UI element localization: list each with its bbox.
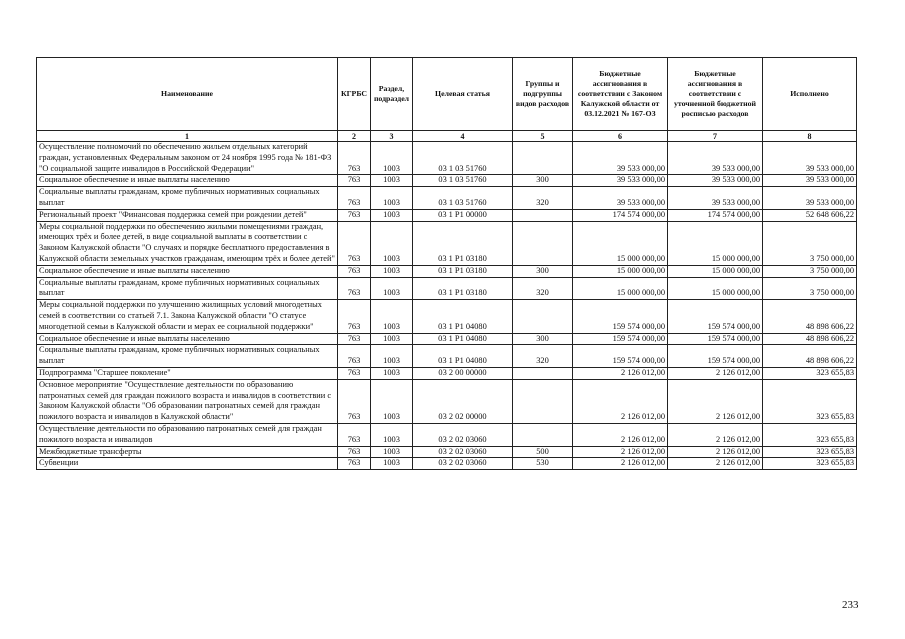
cell-law-allocation: 159 574 000,00 bbox=[573, 300, 668, 333]
cell-section: 1003 bbox=[371, 345, 413, 368]
cell-section: 1003 bbox=[371, 187, 413, 210]
table-row bbox=[37, 423, 857, 446]
table-row bbox=[37, 187, 857, 210]
column-number: 5 bbox=[513, 131, 573, 142]
cell-expense-group bbox=[513, 423, 573, 446]
table-body bbox=[37, 142, 857, 470]
cell-target-item: 03 2 02 03060 bbox=[413, 458, 513, 470]
cell-section: 1003 bbox=[371, 446, 413, 458]
cell-executed: 48 898 606,22 bbox=[763, 300, 857, 333]
cell-target-item: 03 1 P1 00000 bbox=[413, 209, 513, 221]
cell-law-allocation: 2 126 012,00 bbox=[573, 379, 668, 423]
cell-name: Региональный проект "Финансовая поддержка семей при рождении детей" bbox=[37, 209, 338, 221]
page-number: 233 bbox=[842, 599, 859, 611]
cell-kgrbs: 763 bbox=[338, 300, 371, 333]
table-row bbox=[37, 142, 857, 175]
cell-refined-allocation: 2 126 012,00 bbox=[668, 367, 763, 379]
cell-target-item: 03 2 02 03060 bbox=[413, 446, 513, 458]
cell-name: Субвенции bbox=[37, 458, 338, 470]
cell-section: 1003 bbox=[371, 142, 413, 175]
cell-kgrbs: 763 bbox=[338, 221, 371, 265]
cell-law-allocation: 2 126 012,00 bbox=[573, 423, 668, 446]
cell-target-item: 03 1 03 51760 bbox=[413, 187, 513, 210]
header-law-allocations: Бюджетные ассигнования в соответствии с Законом Калужской области от 03.12.2021 № 167-ОЗ bbox=[573, 58, 668, 131]
cell-executed: 39 533 000,00 bbox=[763, 187, 857, 210]
cell-executed: 48 898 606,22 bbox=[763, 345, 857, 368]
cell-kgrbs: 763 bbox=[338, 142, 371, 175]
cell-expense-group: 320 bbox=[513, 345, 573, 368]
cell-expense-group: 320 bbox=[513, 187, 573, 210]
cell-expense-group: 320 bbox=[513, 277, 573, 300]
cell-expense-group: 300 bbox=[513, 265, 573, 277]
column-number: 7 bbox=[668, 131, 763, 142]
column-number: 2 bbox=[338, 131, 371, 142]
cell-law-allocation: 174 574 000,00 bbox=[573, 209, 668, 221]
column-number: 3 bbox=[371, 131, 413, 142]
cell-expense-group bbox=[513, 221, 573, 265]
cell-law-allocation: 2 126 012,00 bbox=[573, 458, 668, 470]
cell-kgrbs: 763 bbox=[338, 209, 371, 221]
cell-refined-allocation: 159 574 000,00 bbox=[668, 333, 763, 345]
header-section: Раздел, подраздел bbox=[371, 58, 413, 131]
table-row bbox=[37, 300, 857, 333]
cell-kgrbs: 763 bbox=[338, 345, 371, 368]
cell-law-allocation: 159 574 000,00 bbox=[573, 345, 668, 368]
column-number: 8 bbox=[763, 131, 857, 142]
header-executed: Исполнено bbox=[763, 58, 857, 131]
cell-refined-allocation: 2 126 012,00 bbox=[668, 423, 763, 446]
cell-expense-group: 530 bbox=[513, 458, 573, 470]
cell-name: Основное мероприятие "Осуществление деятельности по образованию патронатных семей для граждан пожилого возраста и инвалидов в соответствии с Законом Калужской области "Об образовании патронатных семей для граждан пожилого возраста и инвалидов в Калужской области" bbox=[37, 379, 338, 423]
header-row bbox=[37, 58, 857, 131]
cell-executed: 48 898 606,22 bbox=[763, 333, 857, 345]
table-row bbox=[37, 367, 857, 379]
table-row bbox=[37, 221, 857, 265]
cell-law-allocation: 15 000 000,00 bbox=[573, 265, 668, 277]
table-row bbox=[37, 345, 857, 368]
cell-target-item: 03 1 03 51760 bbox=[413, 142, 513, 175]
cell-kgrbs: 763 bbox=[338, 446, 371, 458]
budget-table bbox=[36, 57, 857, 470]
cell-section: 1003 bbox=[371, 265, 413, 277]
cell-section: 1003 bbox=[371, 175, 413, 187]
cell-executed: 39 533 000,00 bbox=[763, 142, 857, 175]
cell-kgrbs: 763 bbox=[338, 423, 371, 446]
cell-executed: 3 750 000,00 bbox=[763, 277, 857, 300]
cell-target-item: 03 2 02 03060 bbox=[413, 423, 513, 446]
cell-kgrbs: 763 bbox=[338, 379, 371, 423]
cell-expense-group bbox=[513, 300, 573, 333]
cell-refined-allocation: 39 533 000,00 bbox=[668, 175, 763, 187]
cell-name: Меры социальной поддержки по обеспечению жилыми помещениями граждан, имеющих трёх и более детей, в виде социальной выплаты в соответствии с Законом Калужской области "О случаях и порядке бесплатного предоставления в Калужской области земельных участков гражданам, имеющим трёх и более детей" bbox=[37, 221, 338, 265]
cell-target-item: 03 1 P1 03180 bbox=[413, 277, 513, 300]
table-row bbox=[37, 333, 857, 345]
cell-law-allocation: 159 574 000,00 bbox=[573, 333, 668, 345]
cell-refined-allocation: 15 000 000,00 bbox=[668, 221, 763, 265]
cell-executed: 52 648 606,22 bbox=[763, 209, 857, 221]
cell-refined-allocation: 174 574 000,00 bbox=[668, 209, 763, 221]
column-number: 4 bbox=[413, 131, 513, 142]
cell-executed: 323 655,83 bbox=[763, 367, 857, 379]
cell-name: Социальное обеспечение и иные выплаты населению bbox=[37, 175, 338, 187]
cell-name: Социальные выплаты гражданам, кроме публичных нормативных социальных выплат bbox=[37, 345, 338, 368]
cell-expense-group: 300 bbox=[513, 175, 573, 187]
cell-name: Социальное обеспечение и иные выплаты населению bbox=[37, 265, 338, 277]
cell-target-item: 03 1 03 51760 bbox=[413, 175, 513, 187]
cell-law-allocation: 39 533 000,00 bbox=[573, 175, 668, 187]
cell-law-allocation: 15 000 000,00 bbox=[573, 221, 668, 265]
cell-law-allocation: 2 126 012,00 bbox=[573, 446, 668, 458]
cell-target-item: 03 2 00 00000 bbox=[413, 367, 513, 379]
header-name: Наименование bbox=[37, 58, 338, 131]
cell-expense-group bbox=[513, 209, 573, 221]
header-kgrbs: КГРБС bbox=[338, 58, 371, 131]
table-row bbox=[37, 379, 857, 423]
cell-target-item: 03 1 P1 04080 bbox=[413, 333, 513, 345]
cell-expense-group bbox=[513, 367, 573, 379]
cell-executed: 323 655,83 bbox=[763, 379, 857, 423]
cell-section: 1003 bbox=[371, 221, 413, 265]
cell-kgrbs: 763 bbox=[338, 333, 371, 345]
cell-name: Социальные выплаты гражданам, кроме публичных нормативных социальных выплат bbox=[37, 187, 338, 210]
cell-target-item: 03 2 02 00000 bbox=[413, 379, 513, 423]
header-expense-group: Группы и подгруппы видов расходов bbox=[513, 58, 573, 131]
cell-kgrbs: 763 bbox=[338, 367, 371, 379]
cell-name: Подпрограмма "Старшее поколение" bbox=[37, 367, 338, 379]
cell-refined-allocation: 15 000 000,00 bbox=[668, 277, 763, 300]
cell-name: Межбюджетные трансферты bbox=[37, 446, 338, 458]
cell-refined-allocation: 159 574 000,00 bbox=[668, 300, 763, 333]
cell-target-item: 03 1 P1 03180 bbox=[413, 265, 513, 277]
cell-expense-group bbox=[513, 379, 573, 423]
cell-section: 1003 bbox=[371, 277, 413, 300]
cell-refined-allocation: 39 533 000,00 bbox=[668, 142, 763, 175]
cell-executed: 3 750 000,00 bbox=[763, 265, 857, 277]
cell-expense-group: 300 bbox=[513, 333, 573, 345]
cell-expense-group bbox=[513, 142, 573, 175]
cell-executed: 323 655,83 bbox=[763, 446, 857, 458]
cell-kgrbs: 763 bbox=[338, 265, 371, 277]
cell-kgrbs: 763 bbox=[338, 458, 371, 470]
column-number: 6 bbox=[573, 131, 668, 142]
table-row bbox=[37, 446, 857, 458]
cell-section: 1003 bbox=[371, 367, 413, 379]
cell-executed: 3 750 000,00 bbox=[763, 221, 857, 265]
column-number-row bbox=[37, 131, 857, 142]
cell-section: 1003 bbox=[371, 300, 413, 333]
cell-name: Осуществление деятельности по образованию патронатных семей для граждан пожилого возраста и инвалидов bbox=[37, 423, 338, 446]
cell-executed: 39 533 000,00 bbox=[763, 175, 857, 187]
cell-target-item: 03 1 P1 03180 bbox=[413, 221, 513, 265]
cell-law-allocation: 39 533 000,00 bbox=[573, 142, 668, 175]
column-number: 1 bbox=[37, 131, 338, 142]
cell-law-allocation: 39 533 000,00 bbox=[573, 187, 668, 210]
cell-kgrbs: 763 bbox=[338, 277, 371, 300]
cell-target-item: 03 1 P1 04080 bbox=[413, 345, 513, 368]
cell-law-allocation: 2 126 012,00 bbox=[573, 367, 668, 379]
cell-section: 1003 bbox=[371, 333, 413, 345]
cell-refined-allocation: 2 126 012,00 bbox=[668, 446, 763, 458]
cell-target-item: 03 1 P1 04080 bbox=[413, 300, 513, 333]
cell-refined-allocation: 2 126 012,00 bbox=[668, 458, 763, 470]
cell-law-allocation: 15 000 000,00 bbox=[573, 277, 668, 300]
table-row bbox=[37, 277, 857, 300]
cell-name: Социальное обеспечение и иные выплаты населению bbox=[37, 333, 338, 345]
cell-kgrbs: 763 bbox=[338, 187, 371, 210]
table-row bbox=[37, 458, 857, 470]
table-row bbox=[37, 175, 857, 187]
cell-section: 1003 bbox=[371, 423, 413, 446]
cell-section: 1003 bbox=[371, 379, 413, 423]
cell-executed: 323 655,83 bbox=[763, 423, 857, 446]
header-refined-allocations: Бюджетные ассигнования в соответствии с уточненной бюджетной росписью расходов bbox=[668, 58, 763, 131]
cell-section: 1003 bbox=[371, 458, 413, 470]
cell-name: Осуществление полномочий по обеспечению жильем отдельных категорий граждан, установленных Федеральным законом от 24 ноября 1995 года № 181-ФЗ "О социальной защите инвалидов в Российской Федерации" bbox=[37, 142, 338, 175]
cell-name: Меры социальной поддержки по улучшению жилищных условий многодетных семей в соответствии со статьей 7.1. Закона Калужской области "О статусе многодетной семьи в Калужской области и мерах ее социальной поддержки" bbox=[37, 300, 338, 333]
table-row bbox=[37, 209, 857, 221]
cell-section: 1003 bbox=[371, 209, 413, 221]
cell-refined-allocation: 159 574 000,00 bbox=[668, 345, 763, 368]
cell-refined-allocation: 2 126 012,00 bbox=[668, 379, 763, 423]
cell-executed: 323 655,83 bbox=[763, 458, 857, 470]
cell-refined-allocation: 39 533 000,00 bbox=[668, 187, 763, 210]
table-row bbox=[37, 265, 857, 277]
header-target-item: Целевая статья bbox=[413, 58, 513, 131]
cell-refined-allocation: 15 000 000,00 bbox=[668, 265, 763, 277]
cell-kgrbs: 763 bbox=[338, 175, 371, 187]
cell-expense-group: 500 bbox=[513, 446, 573, 458]
cell-name: Социальные выплаты гражданам, кроме публичных нормативных социальных выплат bbox=[37, 277, 338, 300]
